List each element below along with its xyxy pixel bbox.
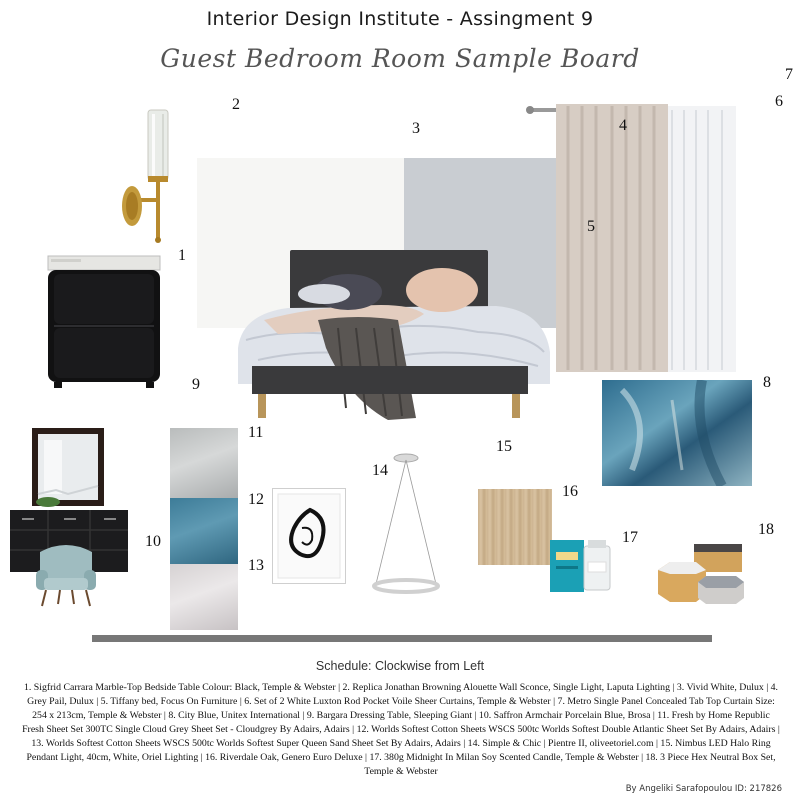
item-label-8: 8 bbox=[763, 374, 771, 391]
item-label-16: 16 bbox=[562, 483, 578, 500]
curtains-image bbox=[526, 100, 738, 376]
candle-image bbox=[548, 536, 614, 594]
item-label-14: 14 bbox=[372, 462, 388, 479]
item-label-9: 9 bbox=[192, 376, 200, 393]
item-label-10: 10 bbox=[145, 533, 161, 550]
item-label-11: 11 bbox=[248, 424, 264, 441]
item-label-7: 7 bbox=[785, 66, 793, 83]
author-credit: By Angeliki Sarafopoulou ID: 217826 bbox=[625, 784, 782, 794]
artwork-image bbox=[272, 488, 346, 584]
item-label-17: 17 bbox=[622, 529, 638, 546]
schedule-text: 1. Sigfrid Carrara Marble-Top Bedside Table Colour: Black, Temple & Webster | 2. Replica Jonathan Browning Alouette Wall Sconce, Single Light, Laputa Lighting | 3. Vivid White, Dulux | 4. Grey Pail, Dulux | 5. Tiffany bed, Focus On Furniture | 6. Set of 2 White Luxton Rod Pocket Voile Sheer Curtains, Temple & Webster | 7. Metro Single Panel Concealed Tab Top Curtain Size: 254 x 213cm, Temple & Webster | 8. City Blue, Unitex International | 9. Bargara Dressing Table, Sleeping Giant | 10. Saffron Armchair Porcelain Blue, Brosa | 11. Fresh by Home Republic Fresh Sheet Set 300TC Single Cloud Grey Sheet Set - Cloudgrey By Adairs, Adairs | 12. Worlds Softest Cotton Sheets WSCS 500tc Worlds Softest Double Atlantic Sheet Set By Adairs, Adairs | 13. Worlds Softest Cotton Sheets WSCS 500tc Worlds Softest Super Queen Sand Sheet Set By Adairs, Adairs | 14. Simple & Chic | Pientre II, oliveetoriel.com | 15. Nimbus LED Halo Ring Pendant Light, 40cm, White, Oriel Lighting | 16. Riverdale Oak, Genero Euro Deluxe | 17. 380g Midnight In Milan Soy Scented Candle, Temple & Webster | 18. 3 Piece Hex Neutral Box Set, Temple & Webster bbox=[22, 682, 780, 777]
item-label-3: 3 bbox=[412, 120, 420, 137]
armchair-image bbox=[34, 542, 98, 608]
item-label-4: 4 bbox=[619, 117, 627, 134]
wall-sconce-image bbox=[118, 106, 176, 246]
item-label-18: 18 bbox=[758, 521, 774, 538]
rug-image bbox=[602, 380, 752, 486]
item-label-15: 15 bbox=[496, 438, 512, 455]
item-label-5: 5 bbox=[587, 218, 595, 235]
item-label-2: 2 bbox=[232, 96, 240, 113]
bed-image bbox=[228, 248, 556, 422]
grey-sheet-swatch bbox=[170, 428, 238, 498]
schedule-title: Schedule: Clockwise from Left bbox=[315, 659, 485, 673]
divider-bar bbox=[92, 635, 712, 642]
item-label-6: 6 bbox=[775, 93, 783, 110]
item-label-13: 13 bbox=[248, 557, 264, 574]
flooring-swatch bbox=[478, 489, 552, 565]
item-label-1: 1 bbox=[178, 247, 186, 264]
hex-box-set-image bbox=[654, 542, 748, 606]
bedside-table-image bbox=[44, 254, 164, 390]
item-label-12: 12 bbox=[248, 491, 264, 508]
atlantic-sheet-swatch bbox=[170, 498, 238, 564]
sand-sheet-swatch bbox=[170, 564, 238, 630]
board-subtitle: Guest Bedroom Room Sample Board bbox=[160, 44, 640, 73]
board-title: Interior Design Institute - Assingment 9 bbox=[206, 8, 594, 30]
